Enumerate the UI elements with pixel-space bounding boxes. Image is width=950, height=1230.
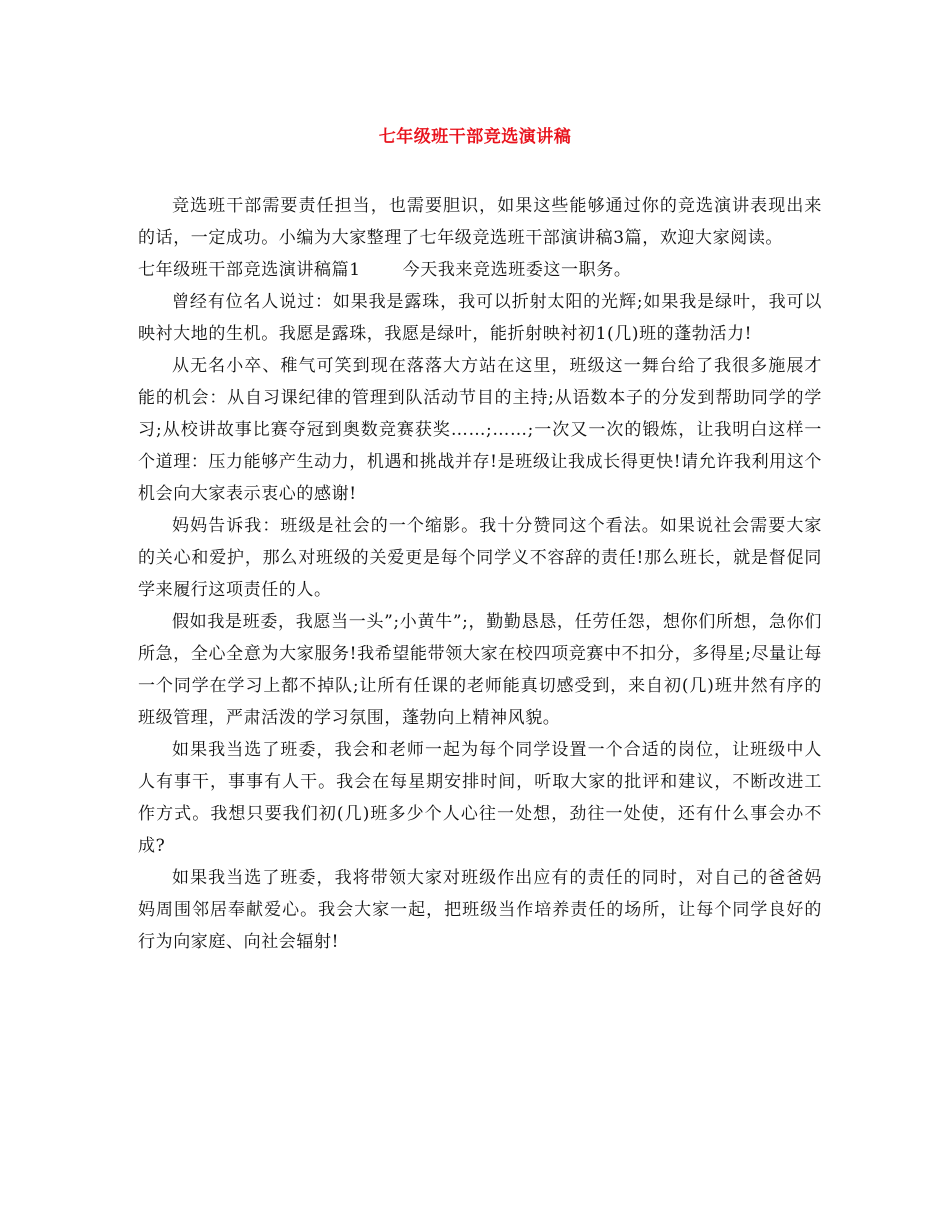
- document-title: 七年级班干部竞选演讲稿: [378, 127, 572, 147]
- body-paragraph: 如果我当选了班委，我会和老师一起为每个同学设置一个合适的岗位，让班级中人人有事干，事事有人干。我会在每星期安排时间，听取大家的批评和建议，不断改进工作方式。我想只要我们初(几)班多少个人心往一处想，劲往一处使，还有什么事会办不成?: [138, 740, 822, 856]
- intro-paragraph: 竞选班干部需要责任担当，也需要胆识，如果这些能够通过你的竞选演讲表现出来的话，一定成功。小编为大家整理了七年级竞选班干部演讲稿3篇，欢迎大家阅读。: [138, 196, 822, 248]
- body-paragraph: 曾经有位名人说过：如果我是露珠，我可以折射太阳的光辉;如果我是绿叶，我可以映衬大地的生机。我愿是露珠，我愿是绿叶，能折射映衬初1(几)班的蓬勃活力!: [138, 292, 822, 344]
- body-paragraph: 从无名小卒、稚气可笑到现在落落大方站在这里，班级这一舞台给了我很多施展才能的机会：从自习课纪律的管理到队活动节目的主持;从语数本子的分发到帮助同学的学习;从校讲故事比赛夺冠到奥数竞赛获奖……;……;一次又一次的锻炼，让我明白这样一个道理：压力能够产生动力，机遇和挑战并存!是班级让我成长得更快!请允许我利用这个机会向大家表示衷心的感谢!: [138, 356, 822, 504]
- body-paragraph: 妈妈告诉我：班级是社会的一个缩影。我十分赞同这个看法。如果说社会需要大家的关心和爱护，那么对班级的关爱更是每个同学义不容辞的责任!那么班长，就是督促同学来履行这项责任的人。: [138, 516, 822, 600]
- body-paragraph: 假如我是班委，我愿当一头”;小黄牛”;，勤勤恳恳，任劳任怨，想你们所想，急你们所急，全心全意为大家服务!我希望能带领大家在校四项竞赛中不扣分，多得星;尽量让每一个同学在学习上都不掉队;让所有任课的老师能真切感受到，来自初(几)班井然有序的班级管理，严肃活泼的学习氛围，蓬勃向上精神风貌。: [138, 612, 822, 728]
- section-heading: 七年级班干部竞选演讲稿篇1: [138, 260, 361, 280]
- section-heading-line: [138, 254, 822, 286]
- document-body: [138, 190, 822, 958]
- body-paragraph: 如果我当选了班委，我将带领大家对班级作出应有的责任的同时，对自己的爸爸妈妈周围邻居奉献爱心。我会大家一起，把班级当作培养责任的场所，让每个同学良好的行为向家庭、向社会辐射!: [138, 868, 822, 952]
- section-opening: 今天我来竞选班委这一职务。: [402, 260, 632, 280]
